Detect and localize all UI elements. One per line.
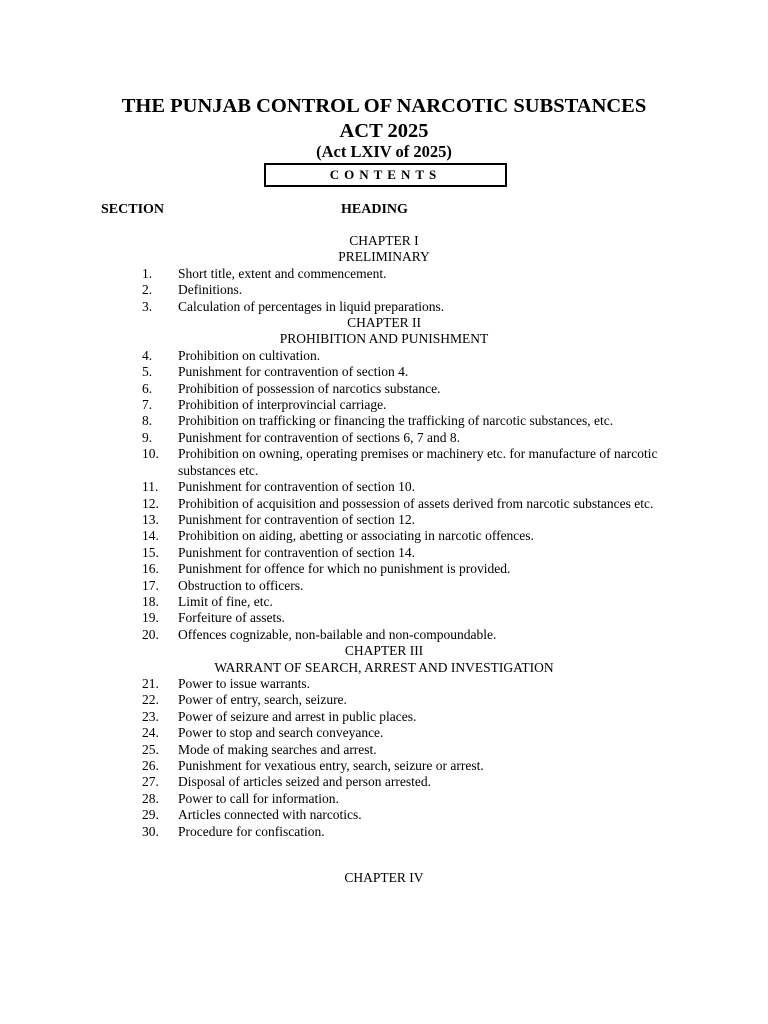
- toc-entry: [0, 413, 768, 429]
- toc-entry: [0, 282, 768, 298]
- section-number: 9.: [142, 429, 153, 445]
- toc-entry: [0, 791, 768, 807]
- section-heading: Forfeiture of assets.: [178, 610, 285, 626]
- section-heading: Punishment for vexatious entry, search, seizure or arrest.: [178, 758, 484, 773]
- section-number: 15.: [142, 544, 159, 560]
- section-heading: Punishment for contravention of section 10.: [178, 479, 415, 495]
- section-number: 17.: [142, 577, 159, 593]
- section-heading: Obstruction to officers.: [178, 577, 304, 593]
- toc-entry: [0, 709, 768, 725]
- document-title-line-2: ACT 2025: [339, 120, 429, 142]
- section-number: 16.: [142, 561, 159, 577]
- section-number: 3.: [142, 298, 153, 314]
- section-number: 21.: [142, 675, 159, 691]
- toc-entry: [0, 512, 768, 528]
- toc-entry: [0, 725, 768, 741]
- section-number: 30.: [142, 823, 159, 839]
- section-number: 10.: [142, 446, 159, 462]
- section-heading: Prohibition on aiding, abetting or associating in narcotic offences.: [178, 528, 534, 544]
- toc-entry: [0, 807, 768, 823]
- toc-entry: [0, 381, 768, 397]
- section-number: 28.: [142, 790, 159, 806]
- section-number: 14.: [142, 528, 159, 544]
- section-heading: Power of seizure and arrest in public places.: [178, 708, 417, 724]
- heading-column-header: HEADING: [341, 202, 408, 217]
- section-number: 7.: [142, 397, 153, 413]
- section-heading: Prohibition on cultivation.: [178, 347, 321, 363]
- chapter-heading: CHAPTER III: [344, 643, 424, 659]
- section-number: 29.: [142, 807, 159, 823]
- section-heading: Power to stop and search conveyance.: [178, 725, 384, 741]
- section-heading: Prohibition on trafficking or financing the trafficking of narcotic substances, etc.: [178, 413, 614, 429]
- section-number: 24.: [142, 725, 159, 741]
- section-heading: Short title, extent and commencement.: [178, 265, 387, 281]
- toc-entry: [0, 545, 768, 561]
- section-column-header: SECTION: [101, 202, 165, 217]
- section-heading: Punishment for contravention of section 14.: [178, 544, 415, 560]
- section-number: 13.: [142, 511, 159, 527]
- section-number: 25.: [142, 741, 159, 757]
- toc-entry: [0, 758, 768, 774]
- section-number: 19.: [142, 610, 159, 626]
- section-number: 11.: [142, 479, 159, 495]
- section-heading: Calculation of percentages in liquid preparations.: [178, 298, 445, 314]
- chapter-heading: CHAPTER I: [349, 233, 419, 248]
- chapter-heading: PRELIMINARY: [338, 249, 430, 265]
- toc-entry: [0, 774, 768, 790]
- section-heading: Prohibition on owning, operating premises or machinery etc. for manufacture of narcotic substances etc.: [178, 446, 658, 478]
- section-number: 5.: [142, 364, 153, 380]
- section-heading: Offences cognizable, non-bailable and non-compoundable.: [178, 626, 497, 642]
- section-heading: Power to issue warrants.: [178, 675, 310, 691]
- toc-entry: [0, 348, 768, 364]
- section-number: 23.: [142, 708, 159, 724]
- toc-entry: [0, 496, 768, 512]
- section-heading: Limit of fine, etc.: [178, 593, 273, 609]
- toc-entry: [0, 364, 768, 380]
- toc-entry: [0, 824, 768, 840]
- toc-entry: [0, 446, 768, 479]
- toc-entry: [0, 528, 768, 544]
- section-heading: Procedure for confiscation.: [178, 823, 325, 839]
- toc-entry: [0, 676, 768, 692]
- section-number: 6.: [142, 380, 153, 396]
- section-number: 8.: [142, 413, 153, 429]
- toc-entry: [0, 578, 768, 594]
- section-number: 4.: [142, 347, 153, 363]
- toc-entry: [0, 479, 768, 495]
- section-number: 1.: [142, 265, 153, 281]
- section-heading: Power of entry, search, seizure.: [178, 692, 347, 708]
- section-heading: Mode of making searches and arrest.: [178, 741, 377, 757]
- toc-entry: [0, 742, 768, 758]
- toc-entry: [0, 561, 768, 577]
- toc-entry: [0, 397, 768, 413]
- document-title-line-1: THE PUNJAB CONTROL OF NARCOTIC SUBSTANCES: [121, 95, 647, 117]
- section-number: 2.: [142, 282, 153, 298]
- toc-entry: [0, 299, 768, 315]
- section-number: 18.: [142, 593, 159, 609]
- section-number: 12.: [142, 495, 159, 511]
- chapter-heading: CHAPTER II: [347, 315, 421, 331]
- toc-entry: [0, 266, 768, 282]
- section-number: 22.: [142, 692, 159, 708]
- toc-entry: [0, 627, 768, 643]
- section-number: 26.: [142, 758, 159, 773]
- chapter-heading: WARRANT OF SEARCH, ARREST AND INVESTIGATION: [214, 659, 554, 675]
- toc-entry: [0, 610, 768, 626]
- section-number: 20.: [142, 626, 159, 642]
- section-heading: Punishment for contravention of section 12.: [178, 511, 415, 527]
- section-heading: Punishment for contravention of section 4.: [178, 364, 409, 380]
- table-of-contents: [0, 233, 768, 886]
- toc-entry: [0, 594, 768, 610]
- document-subtitle: (Act LXIV of 2025): [316, 142, 452, 161]
- section-number: 27.: [142, 774, 159, 790]
- contents-heading-box: CONTENTS: [264, 163, 507, 187]
- section-heading: Definitions.: [178, 282, 243, 298]
- chapter-heading: CHAPTER IV: [344, 870, 424, 886]
- section-heading: Articles connected with narcotics.: [178, 807, 362, 823]
- toc-entry: [0, 692, 768, 708]
- chapter-heading: PROHIBITION AND PUNISHMENT: [279, 331, 489, 347]
- section-heading: Prohibition of interprovincial carriage.: [178, 397, 387, 413]
- toc-entry: [0, 430, 768, 446]
- section-heading: Punishment for offence for which no punishment is provided.: [178, 561, 511, 577]
- section-heading: Prohibition of possession of narcotics substance.: [178, 380, 441, 396]
- section-heading: Power to call for information.: [178, 790, 339, 806]
- section-heading: Prohibition of acquisition and possession of assets derived from narcotic substances etc.: [178, 495, 654, 511]
- section-heading: Disposal of articles seized and person arrested.: [178, 774, 432, 790]
- section-heading: Punishment for contravention of sections 6, 7 and 8.: [178, 429, 460, 445]
- spacer: [0, 840, 768, 870]
